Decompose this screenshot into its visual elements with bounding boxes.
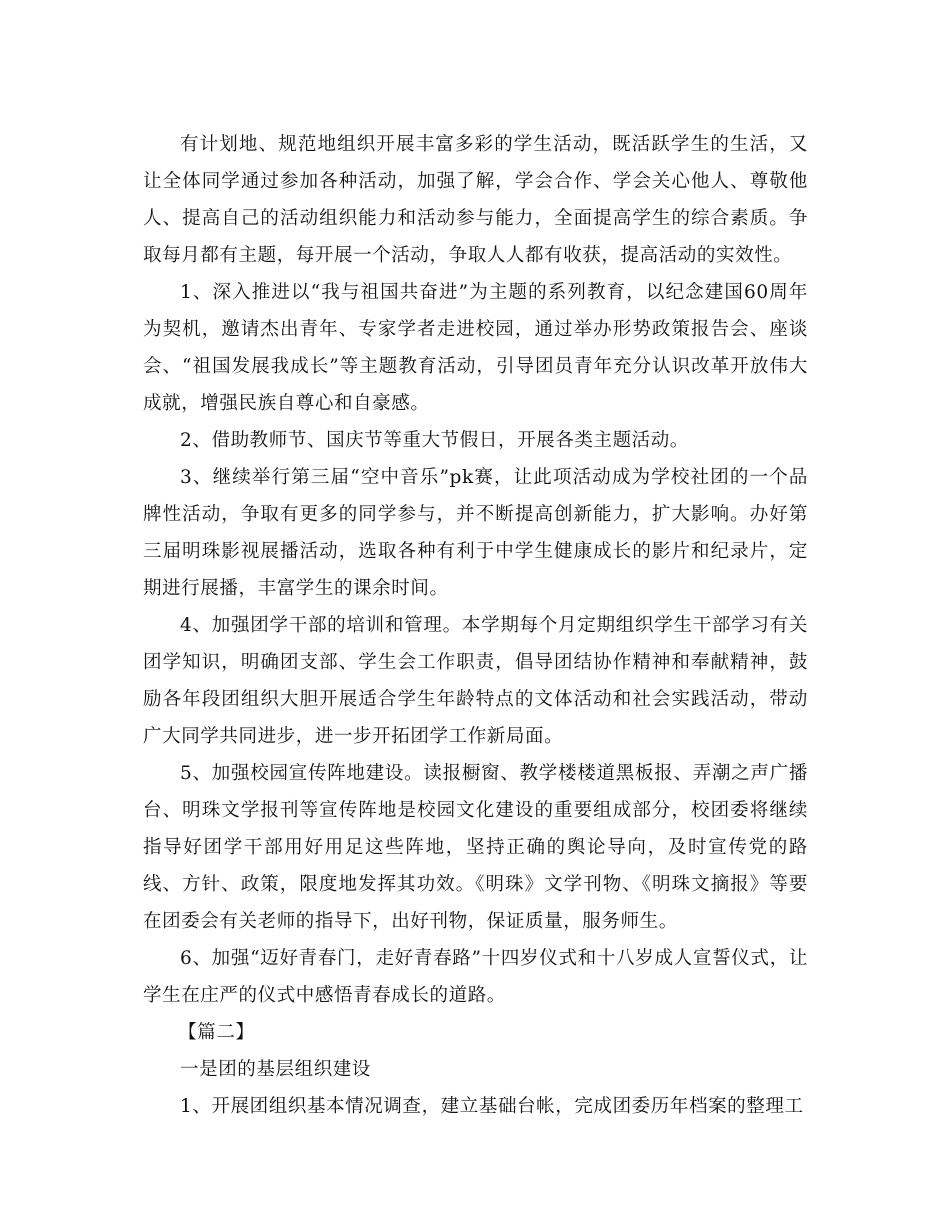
subheading: 一是团的基层组织建设 <box>180 1059 372 1080</box>
paragraph-item-4: 4、加强团学干部的培训和管理。本学期每个月定期组织学生干部学习有关团学知识，明确团支部、学生会工作职责，倡导团结协作精神和奉献精神，鼓励各年段团组织大胆开展适合学生年龄特点的文体活动和社会实践活动，带动广大同学共同进步，进一步开拓团学工作新局面。 <box>143 615 808 747</box>
paragraph-last: 1、开展团组织基本情况调查，建立基础台帐，完成团委历年档案的整理工 <box>180 1096 804 1117</box>
section-heading: 【篇二】 <box>178 1022 255 1043</box>
paragraph-item-6: 6、加强“迈好青春门，走好青春路”十四岁仪式和十八岁成人宣誓仪式，让学生在庄严的仪式中感悟青春成长的道路。 <box>143 948 808 1006</box>
paragraph-item-5: 5、加强校园宣传阵地建设。读报橱窗、教学楼楼道黑板报、弄潮之声广播台、明珠文学报刊等宣传阵地是校园文化建设的重要组成部分，校团委将继续指导好团学干部用好用足这些阵地，坚持正确的舆论导向，及时宣传党的路线、方针、政策，限度地发挥其功效。《明珠》文学刊物、《明珠文摘报》等要在团委会有关老师的指导下，出好刊物，保证质量，服务师生。 <box>143 763 808 932</box>
paragraph-item-3: 3、继续举行第三届“空中音乐”pk赛，让此项活动成为学校社团的一个品牌性活动，争取有更多的同学参与，并不断提高创新能力，扩大影响。办好第三届明珠影视展播活动，选取各种有利于中学生健康成长的影片和纪录片，定期进行展播，丰富学生的课余时间。 <box>143 467 808 599</box>
document-body <box>143 126 808 1125</box>
paragraph-item-2: 2、借助教师节、国庆节等重大节假日，开展各类主题活动。 <box>180 430 689 451</box>
paragraph-item-1: 1、深入推进以“我与祖国共奋进”为主题的系列教育，以纪念建国60周年为契机，邀请杰出青年、专家学者走进校园，通过举办形势政策报告会、座谈会、“祖国发展我成长”等主题教育活动，引导团员青年充分认识改革开放伟大成就，增强民族自尊心和自豪感。 <box>143 282 808 414</box>
paragraph-intro: 有计划地、规范地组织开展丰富多彩的学生活动，既活跃学生的生活，又让全体同学通过参加各种活动，加强了解，学会合作、学会关心他人、尊敬他人、提高自己的活动组织能力和活动参与能力，全面提高学生的综合素质。争取每月都有主题，每开展一个活动，争取人人都有收获，提高活动的实效性。 <box>143 134 808 266</box>
